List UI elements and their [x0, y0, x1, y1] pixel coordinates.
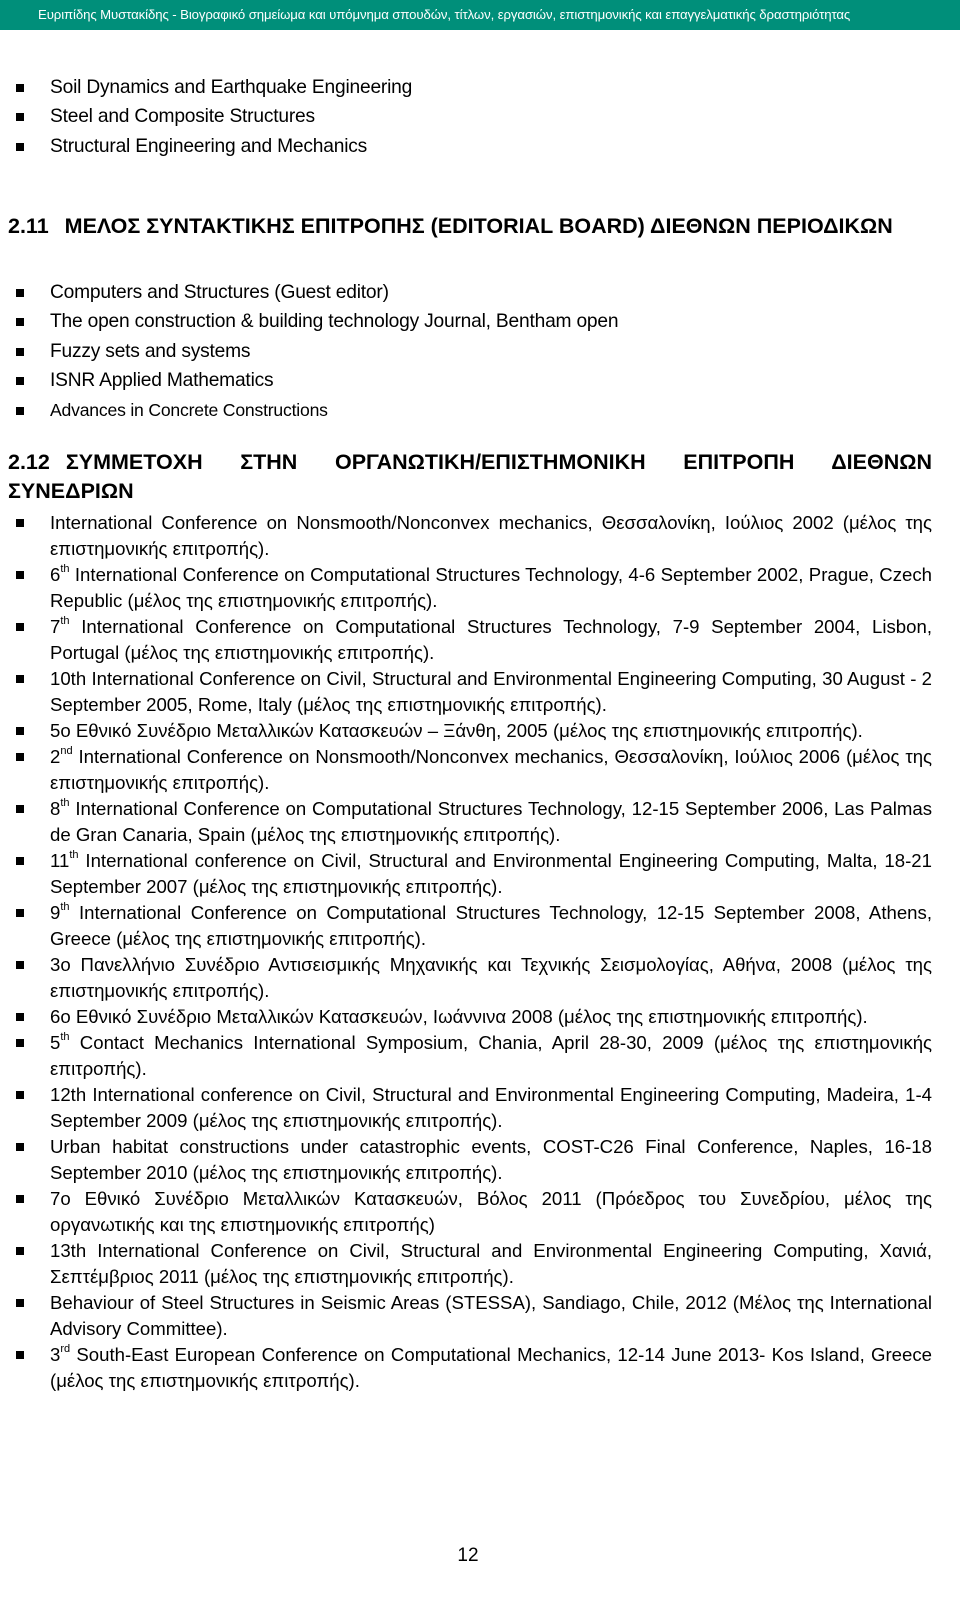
- list-item: 6th International Conference on Computational Structures Technology, 4-6 September 2002, Prague, Czech Republic (μέλος της επιστημονικής επιτροπής).: [8, 562, 932, 614]
- list-item: Structural Engineering and Mechanics: [8, 132, 932, 161]
- section-number: 2.12: [8, 450, 50, 474]
- list-item: 12th International conference on Civil, Structural and Environmental Engineering Computing, Madeira, 1-4 September 2009 (μέλος της επιστημονικής επιτροπής).: [8, 1082, 932, 1134]
- list-item: 3rd South-East European Conference on Computational Mechanics, 12-14 June 2013- Kos Island, Greece (μέλος της επιστημονικής επιτροπής).: [8, 1342, 932, 1394]
- section-number: 2.11: [8, 214, 49, 238]
- list-item: 11th International conference on Civil, Structural and Environmental Engineering Computing, Malta, 18-21 September 2007 (μέλος της επιστημονικής επιτροπής).: [8, 848, 932, 900]
- document-header: [0, 0, 960, 30]
- list-item: Advances in Concrete Constructions: [8, 396, 932, 425]
- list-item: Computers and Structures (Guest editor): [8, 278, 932, 307]
- list-item: Urban habitat constructions under catastrophic events, COST-C26 Final Conference, Naples, 16-18 September 2010 (μέλος της επιστημονικής επιτροπής).: [8, 1134, 932, 1186]
- list-item: 6ο Εθνικό Συνέδριο Μεταλλικών Κατασκευών, Ιωάννινα 2008 (μέλος της επιστημονικής επιτροπής).: [8, 1004, 932, 1030]
- list-item: Soil Dynamics and Earthquake Engineering: [8, 73, 932, 102]
- header-text: Ευριπίδης Μυστακίδης - Βιογραφικό σημείωμα και υπόμνημα σπουδών, τίτλων, εργασιών, επιστημονικής και επαγγελματικής δραστηριότητας: [38, 7, 851, 22]
- section-title: ΜΕΛΟΣ ΣΥΝΤΑΚΤΙΚΗΣ ΕΠΙΤΡΟΠΗΣ (EDITORIAL BOARD) ΔΙΕΘΝΩΝ ΠΕΡΙΟΔΙΚΩΝ: [64, 214, 893, 238]
- list-item: 5th Contact Mechanics International Symposium, Chania, April 28-30, 2009 (μέλος της επιστημονικής επιτροπής).: [8, 1030, 932, 1082]
- list-item: 7ο Εθνικό Συνέδριο Μεταλλικών Κατασκευών, Βόλος 2011 (Πρόεδρος του Συνεδρίου, μέλος της οργανωτικής και της επιστημονικής επιτροπής): [8, 1186, 932, 1238]
- list-item: 7th International Conference on Computational Structures Technology, 7-9 September 2004, Lisbon, Portugal (μέλος της επιστημονικής επιτροπής).: [8, 614, 932, 666]
- journal-list-continued: [8, 73, 932, 161]
- list-item: 13th International Conference on Civil, Structural and Environmental Engineering Computing, Χανιά, Σεπτέμβριος 2011 (μέλος της επιστημονικής επιτροπής).: [8, 1238, 932, 1290]
- list-item: The open construction & building technology Journal, Bentham open: [8, 307, 932, 336]
- list-item: 2nd International Conference on Nonsmooth/Nonconvex mechanics, Θεσσαλονίκη, Ιούλιος 2006 (μέλος της επιστημονικής επιτροπής).: [8, 744, 932, 796]
- list-item: 10th International Conference on Civil, Structural and Environmental Engineering Computing, 30 August - 2 September 2005, Rome, Italy (μέλος της επιστημονικής επιτροπής).: [8, 666, 932, 718]
- list-item: Fuzzy sets and systems: [8, 337, 932, 366]
- conference-committee-list: [8, 510, 932, 1394]
- list-item: 8th International Conference on Computational Structures Technology, 12-15 September 2006, Las Palmas de Gran Canaria, Spain (μέλος της επιστημονικής επιτροπής).: [8, 796, 932, 848]
- section-heading-2-12: [8, 448, 932, 506]
- editorial-board-list: [8, 278, 932, 425]
- section-title: ΣΥΜΜΕΤΟΧΗ ΣΤΗΝ ΟΡΓΑΝΩΤΙΚΗ/ΕΠΙΣΤΗΜΟΝΙΚΗ ΕΠΙΤΡΟΠΗ ΔΙΕΘΝΩΝ ΣΥΝΕΔΡΙΩΝ: [8, 450, 932, 503]
- list-item: 9th International Conference on Computational Structures Technology, 12-15 September 2008, Athens, Greece (μέλος της επιστημονικής επιτροπής).: [8, 900, 932, 952]
- list-item: Steel and Composite Structures: [8, 102, 932, 131]
- list-item: 3ο Πανελλήνιο Συνέδριο Αντισεισμικής Μηχανικής και Τεχνικής Σεισμολογίας, Αθήνα, 2008 (μέλος της επιστημονικής επιτροπής).: [8, 952, 932, 1004]
- list-item: 5ο Εθνικό Συνέδριο Μεταλλικών Κατασκευών – Ξάνθη, 2005 (μέλος της επιστημονικής επιτροπής).: [8, 718, 932, 744]
- page-number: 12: [457, 1545, 479, 1566]
- section-heading-2-11: [8, 212, 932, 241]
- list-item: Behaviour of Steel Structures in Seismic Areas (STESSA), Sandiago, Chile, 2012 (Μέλος της International Advisory Committee).: [8, 1290, 932, 1342]
- list-item: International Conference on Nonsmooth/Nonconvex mechanics, Θεσσαλονίκη, Ιούλιος 2002 (μέλος της επιστημονικής επιτροπής).: [8, 510, 932, 562]
- list-item: ISNR Applied Mathematics: [8, 366, 932, 395]
